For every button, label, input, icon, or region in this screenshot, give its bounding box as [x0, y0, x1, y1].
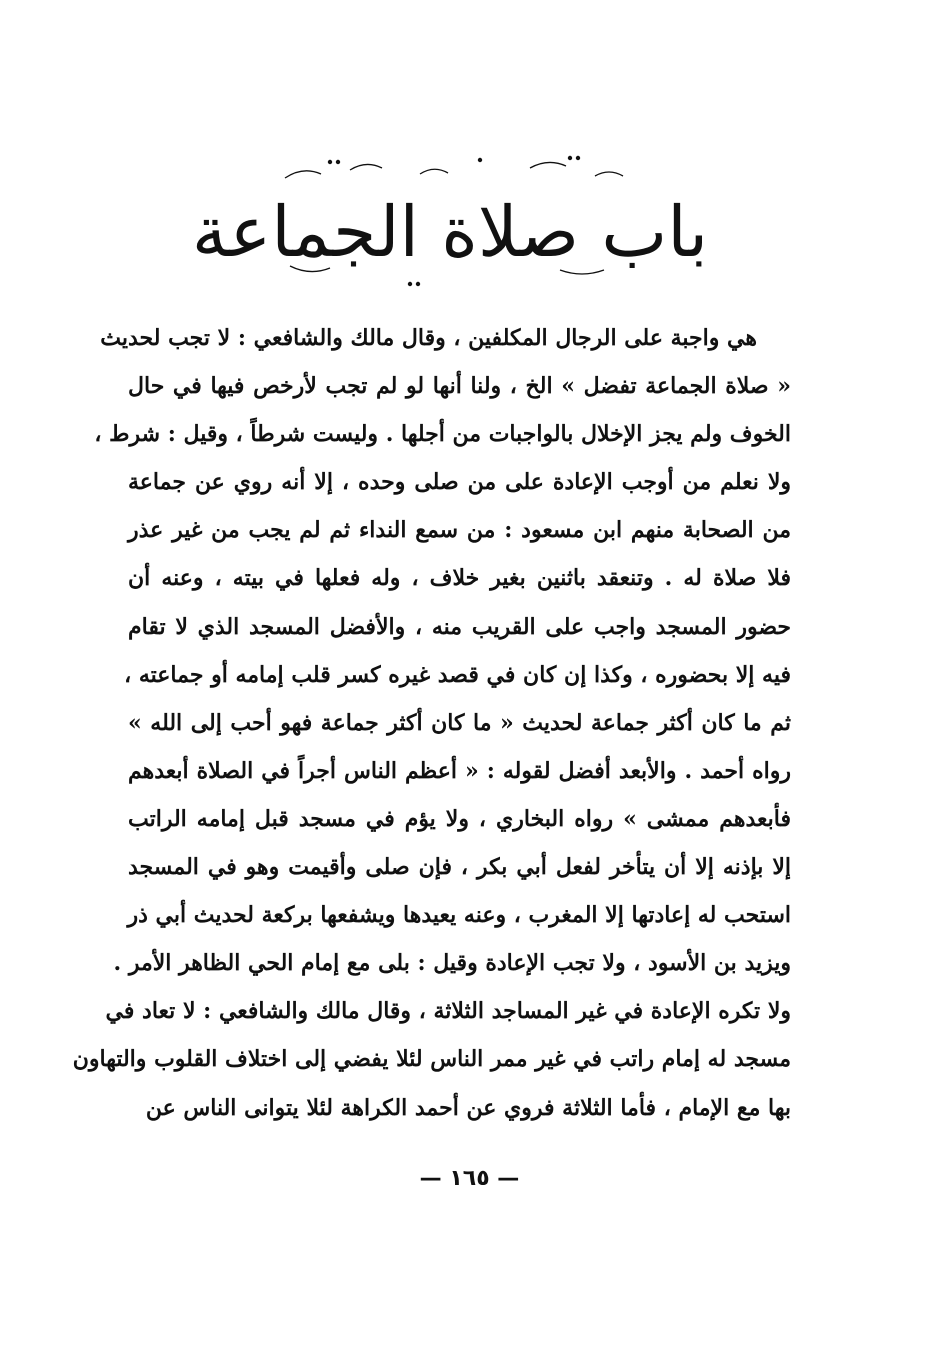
text-line: « صلاة الجماعة تفضل » الخ ، ولنا أنها لو لم تجب لأرخص فيها في حال	[128, 373, 791, 400]
text-line: بها مع الإمام ، فأما الثلاثة فروي عن أحمد الكراهة لئلا يتوانى الناس عن	[145, 1094, 791, 1121]
text-line: إلا بإذنه إلا أن يتأخر لفعل أبي بكر ، فإن صلى وأقيمت وهو في المسجد	[128, 854, 791, 881]
text-line: فيه إلا بحضوره ، وكذا إن كان في قصد غيره كسر قلب إمامه أو جماعته ،	[124, 661, 791, 688]
chapter-title-svg	[191, 148, 709, 298]
text-line: رواه أحمد . والأبعد أفضل لقوله : « أعظم الناس أجراً في الصلاة أبعدهم	[128, 757, 791, 784]
chapter-title: باب صلاة الجماعة	[191, 191, 709, 273]
body-text	[72, 314, 791, 1132]
text-line: فلا صلاة له . وتنعقد باثنين بغير خلاف ، وله فعلها في بيته ، وعنه أن	[128, 565, 791, 592]
text-line: ثم ما كان أكثر جماعة لحديث « ما كان أكثر جماعة فهو أحب إلى الله »	[128, 709, 791, 736]
text-line: من الصحابة منهم ابن مسعود : من سمع النداء ثم لم يجب من غير عذر	[128, 517, 791, 544]
text-line: هي واجبة على الرجال المكلفين ، وقال مالك والشافعي : لا تجب لحديث	[100, 325, 757, 351]
text-line: ولا نعلم من أوجب الإعادة على من صلى وحده ، إلا أنه روي عن جماعة	[128, 469, 791, 496]
text-line: الخوف ولم يجز الإخلال بالواجبات من أجلها . وليست شرطاً ، وقيل : شرط ،	[94, 421, 791, 448]
page-number: — ١٦٥ —	[419, 1166, 520, 1191]
text-line: استحب له إعادتها إلا المغرب ، وعنه يعيدها ويشفعها بركعة لحديث أبي ذر	[127, 902, 791, 929]
text-line: مسجد له إمام راتب في غير ممر الناس لئلا يفضي إلى اختلاف القلوب والتهاون	[72, 1046, 791, 1073]
chapter-title-calligraphy	[191, 148, 709, 298]
text-line: ويزيد بن الأسود ، ولا تجب الإعادة وقيل : بلى مع إمام الحي الظاهر الأمر .	[113, 950, 791, 977]
text-line: حضور المسجد واجب على القريب منه ، والأفضل المسجد الذي لا تقام	[128, 613, 791, 640]
text-line: فأبعدهم ممشى » رواه البخاري ، ولا يؤم في مسجد قبل إمامه الراتب	[128, 805, 791, 832]
text-line: ولا تكره الإعادة في غير المساجد الثلاثة ، وقال مالك والشافعي : لا تعاد في	[105, 998, 791, 1025]
